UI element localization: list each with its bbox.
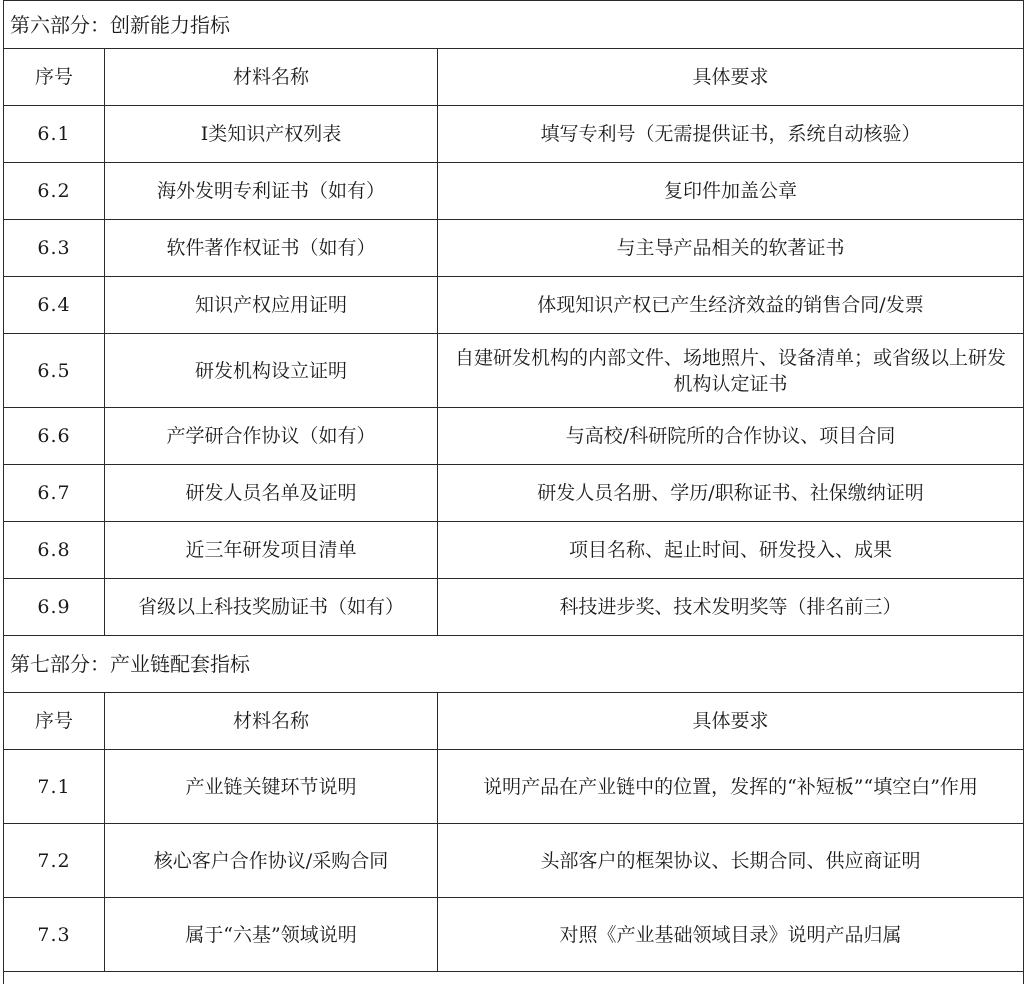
header-name: 材料名称 [105, 693, 438, 750]
row-req: 与高校/科研院所的合作协议、项目合同 [438, 408, 1024, 465]
section-7-header-row [4, 693, 1024, 750]
row-no: 6.4 [4, 277, 105, 334]
row-name: 产学研合作协议（如有） [105, 408, 438, 465]
section-6-title: 第六部分：创新能力指标 [4, 1, 1024, 49]
row-req: 与主导产品相关的软著证书 [438, 220, 1024, 277]
section-6-header-row [4, 49, 1024, 106]
section-6-title-row [4, 1, 1024, 49]
table-row [4, 334, 1024, 408]
table-row [4, 898, 1024, 972]
table-row [4, 408, 1024, 465]
row-name: 产业链关键环节说明 [105, 750, 438, 824]
row-name: 研发机构设立证明 [105, 334, 438, 408]
row-no: 6.2 [4, 163, 105, 220]
row-name: 知识产权应用证明 [105, 277, 438, 334]
header-no: 序号 [4, 693, 105, 750]
row-no: 6.7 [4, 465, 105, 522]
row-no: 6.3 [4, 220, 105, 277]
table-row [4, 277, 1024, 334]
table-row [4, 163, 1024, 220]
header-no: 序号 [4, 49, 105, 106]
row-req: 自建研发机构的内部文件、场地照片、设备清单；或省级以上研发机构认定证书 [438, 334, 1024, 408]
row-req: 研发人员名册、学历/职称证书、社保缴纳证明 [438, 465, 1024, 522]
row-req: 科技进步奖、技术发明奖等（排名前三） [438, 579, 1024, 636]
row-no: 6.5 [4, 334, 105, 408]
row-req: 头部客户的框架协议、长期合同、供应商证明 [438, 824, 1024, 898]
row-no: 7.2 [4, 824, 105, 898]
row-req: 填写专利号（无需提供证书，系统自动核验） [438, 106, 1024, 163]
row-name: Ⅰ类知识产权列表 [105, 106, 438, 163]
row-name: 软件著作权证书（如有） [105, 220, 438, 277]
row-name: 省级以上科技奖励证书（如有） [105, 579, 438, 636]
materials-table [3, 0, 1024, 984]
header-name: 材料名称 [105, 49, 438, 106]
table-row [4, 824, 1024, 898]
row-name: 属于“六基”领域说明 [105, 898, 438, 972]
table-row [4, 522, 1024, 579]
table-row [4, 750, 1024, 824]
row-req: 体现知识产权已产生经济效益的销售合同/发票 [438, 277, 1024, 334]
row-no: 7.1 [4, 750, 105, 824]
row-req: 对照《产业基础领域目录》说明产品归属 [438, 898, 1024, 972]
table-row [4, 579, 1024, 636]
table-row [4, 106, 1024, 163]
row-no: 6.1 [4, 106, 105, 163]
row-no: 6.6 [4, 408, 105, 465]
row-name: 研发人员名单及证明 [105, 465, 438, 522]
row-no: 6.9 [4, 579, 105, 636]
row-name: 海外发明专利证书（如有） [105, 163, 438, 220]
section-7-title: 第七部分：产业链配套指标 [4, 636, 1024, 693]
row-name: 近三年研发项目清单 [105, 522, 438, 579]
table-row [4, 465, 1024, 522]
table-continuation [4, 972, 1024, 984]
header-req: 具体要求 [438, 49, 1024, 106]
row-req: 复印件加盖公章 [438, 163, 1024, 220]
table-row [4, 220, 1024, 277]
row-no: 7.3 [4, 898, 105, 972]
header-req: 具体要求 [438, 693, 1024, 750]
row-req: 说明产品在产业链中的位置，发挥的“补短板”“填空白”作用 [438, 750, 1024, 824]
row-name: 核心客户合作协议/采购合同 [105, 824, 438, 898]
table-continuation-row [4, 972, 1024, 984]
row-no: 6.8 [4, 522, 105, 579]
section-7-title-row [4, 636, 1024, 693]
row-req: 项目名称、起止时间、研发投入、成果 [438, 522, 1024, 579]
